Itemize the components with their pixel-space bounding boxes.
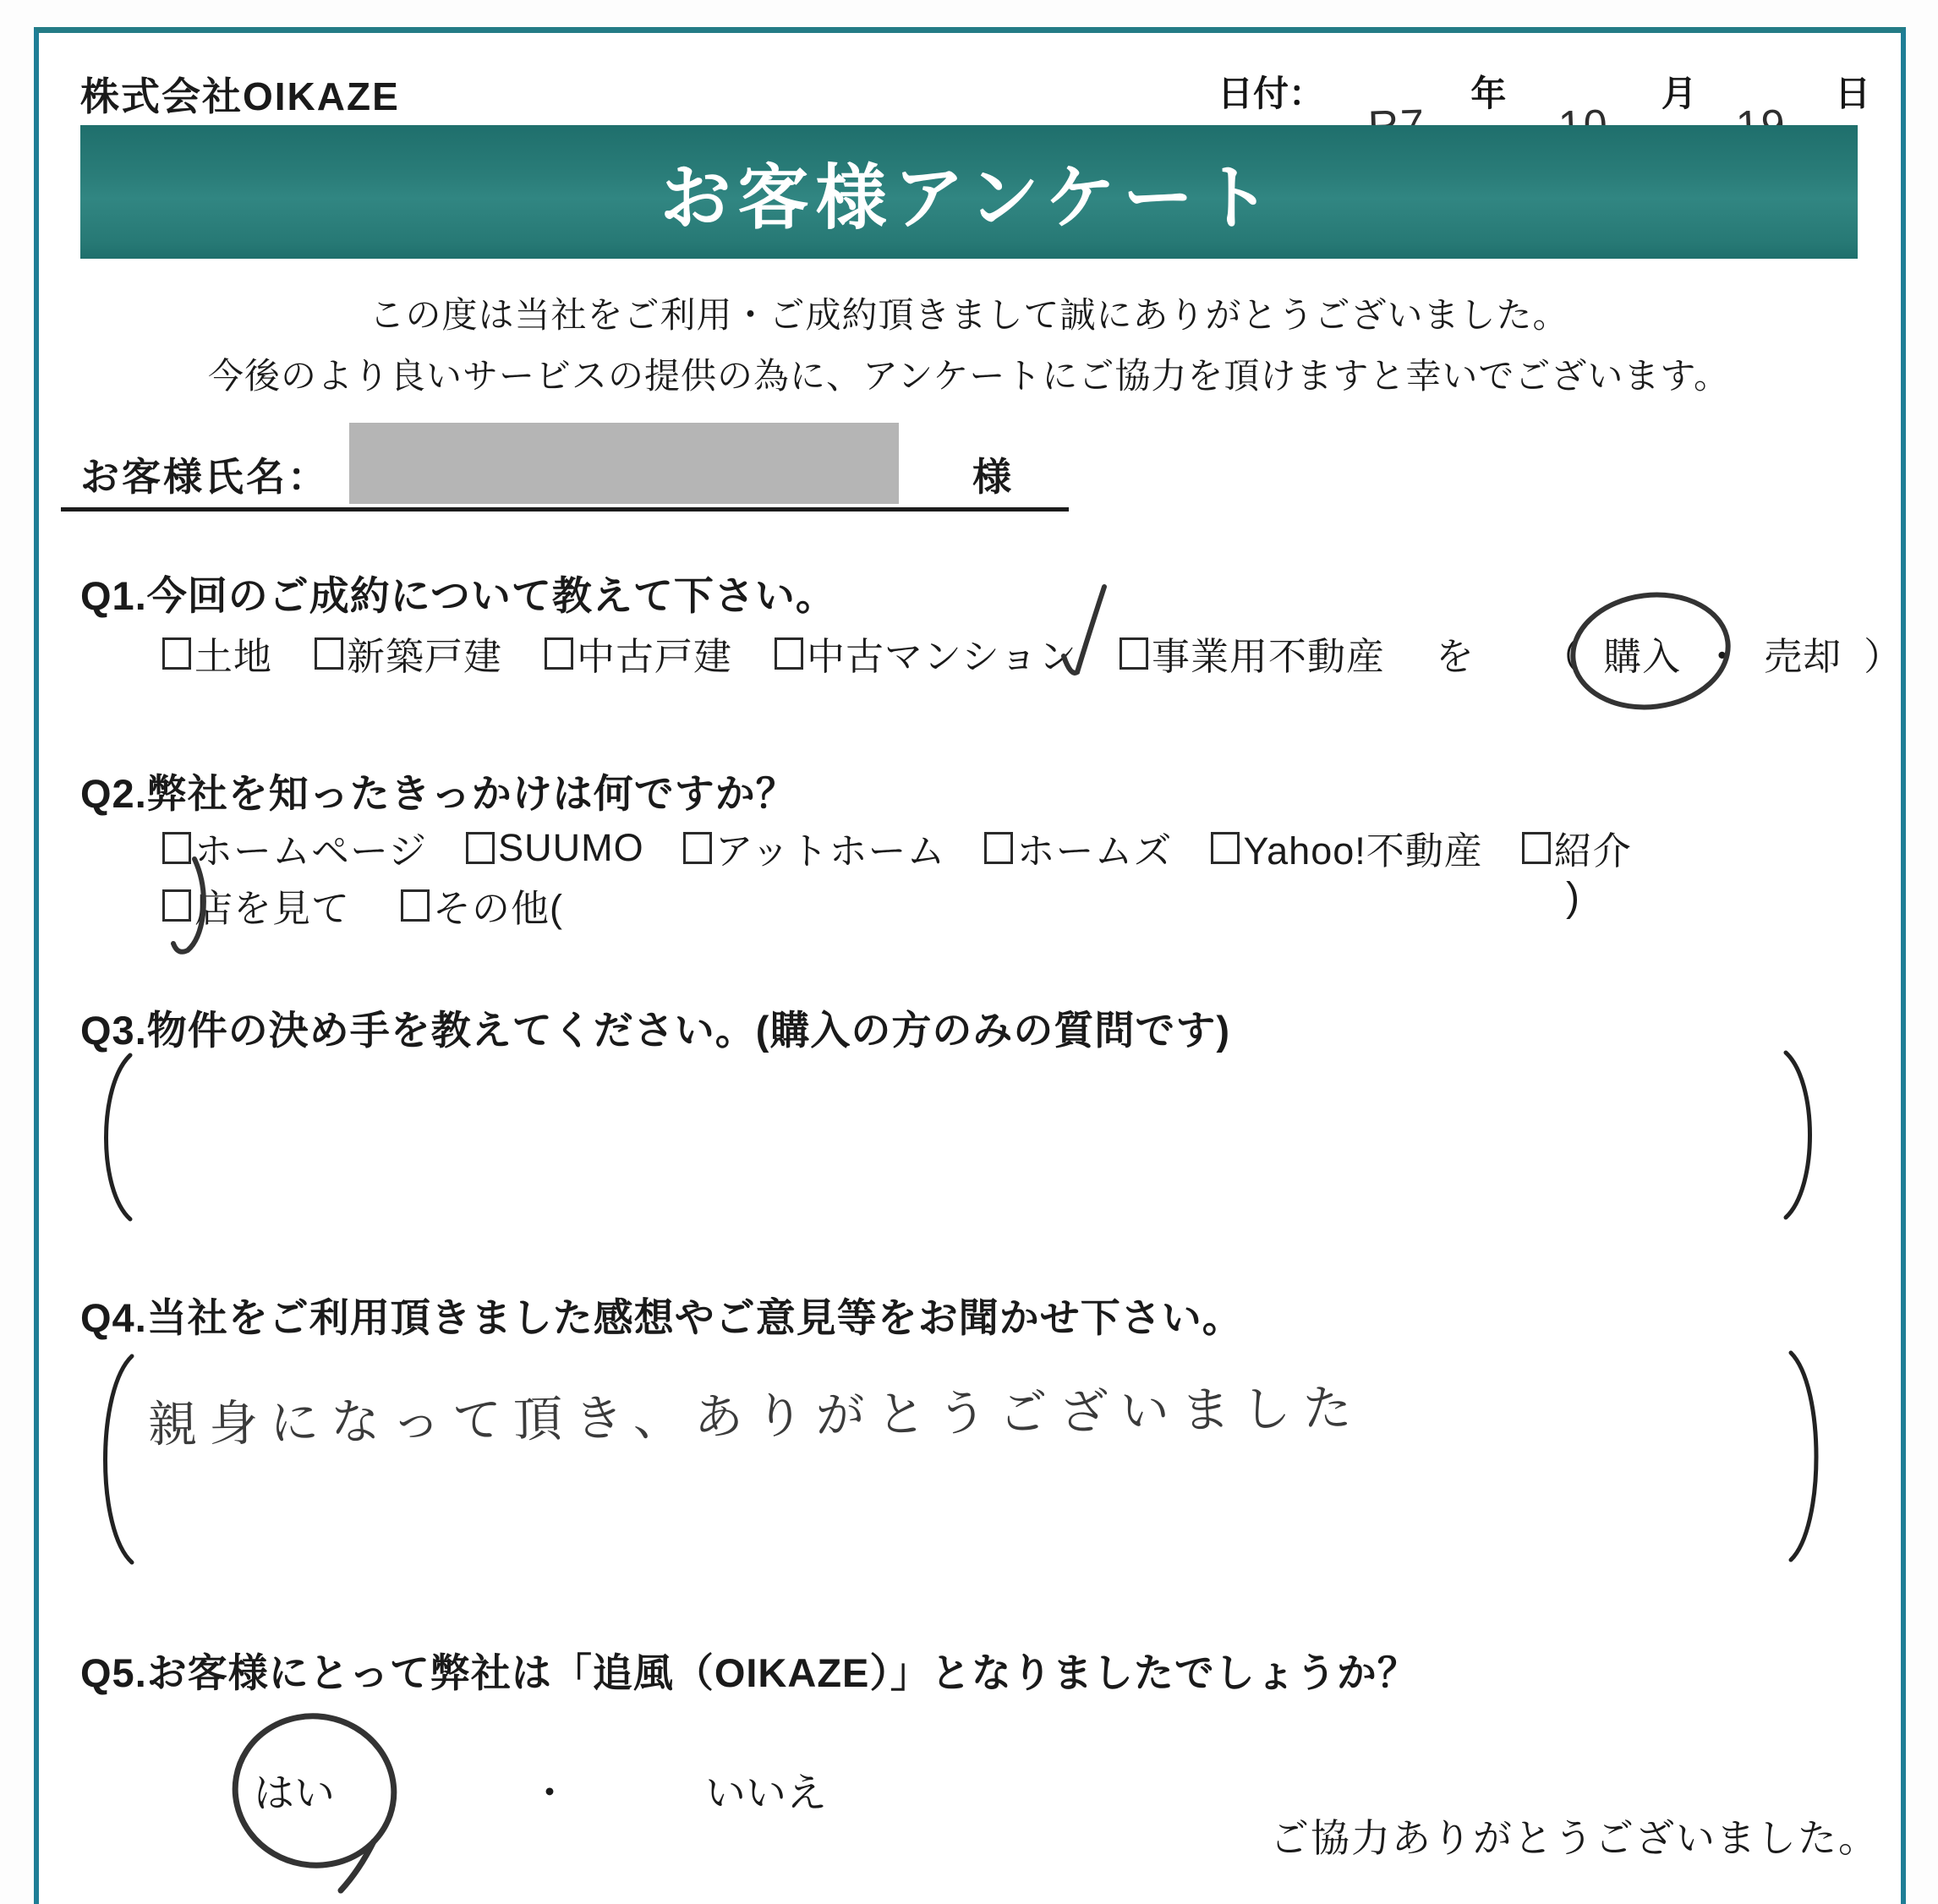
- q1-option-tochi[interactable]: [162, 626, 272, 681]
- q1-options-row: [162, 626, 1902, 681]
- q1-label-chuko-kodate: 中古戸建: [577, 635, 733, 678]
- company-name: 株式会社OIKAZE: [80, 74, 400, 118]
- q2-option-yahoo[interactable]: [1211, 820, 1482, 875]
- q2-checkbox-suumo[interactable]: [466, 832, 495, 864]
- page-title: お客様アンケート: [660, 157, 1278, 238]
- q1-checkbox-jigyoyo-checked[interactable]: [1120, 637, 1148, 670]
- q1-checkbox-tochi[interactable]: [162, 637, 191, 670]
- q2-checkbox-homepage[interactable]: [162, 832, 191, 864]
- q2-close-paren: ): [1566, 875, 1579, 920]
- date-label: 日付：: [1218, 74, 1325, 113]
- date-row: [1218, 66, 1870, 117]
- date-month-label: 月: [1661, 74, 1697, 113]
- q5-answer-row: [254, 1760, 827, 1819]
- q1-title: Q1.今回のご成約について教えて下さい。: [80, 573, 836, 618]
- q1-checkbox-chuko-kodate[interactable]: [545, 637, 573, 670]
- q2-option-athome[interactable]: [683, 820, 946, 875]
- q1-option-sale[interactable]: 売却: [1764, 635, 1842, 678]
- q2-option-homepage[interactable]: [162, 820, 427, 875]
- q1-paren-close: ）: [1864, 635, 1903, 678]
- q1-option-chuko-kodate[interactable]: [545, 626, 732, 681]
- q5-separator: ・: [529, 1771, 571, 1816]
- q2-options-row-2: [162, 878, 563, 933]
- q5-option-no[interactable]: いいえ: [705, 1771, 828, 1816]
- q2-label-suumo: SUUMO: [498, 825, 644, 869]
- date-day-label: 日: [1835, 74, 1871, 113]
- q2-checkbox-mise-checked[interactable]: [162, 889, 191, 922]
- title-banner: [80, 125, 1858, 259]
- customer-name-label: お客様氏名：: [80, 455, 329, 499]
- q4-title: Q4.当社をご利用頂きました感想やご意見等をお聞かせ下さい。: [80, 1295, 1243, 1340]
- name-underline: [61, 507, 1069, 512]
- customer-name-suffix: 様: [972, 455, 1011, 499]
- q2-option-shokai[interactable]: [1522, 820, 1632, 875]
- q2-label-homepage: ホームページ: [194, 829, 428, 873]
- q4-answer-handwritten: 親身になって頂き、ありがとうございました: [147, 1380, 1365, 1453]
- q2-option-sonota[interactable]: [401, 878, 563, 933]
- intro-line-2: 今後のより良いサービスの提供の為に、アンケートにご協力を頂けますと幸いでございます。: [207, 356, 1731, 396]
- q1-option-chuko-mansion[interactable]: [775, 626, 1077, 681]
- q1-option-jigyoyo[interactable]: [1120, 626, 1385, 681]
- q1-paren-open: （: [1542, 635, 1582, 678]
- q1-label-shinchiku: 新築戸建: [347, 635, 503, 678]
- q1-checkbox-shinchiku[interactable]: [315, 637, 343, 670]
- q2-checkbox-yahoo[interactable]: [1211, 832, 1240, 864]
- q2-label-homes: ホームズ: [1016, 829, 1173, 873]
- q1-label-tochi: 土地: [194, 635, 273, 678]
- q1-label-chuko-mansion: 中古マンション: [807, 635, 1078, 678]
- q2-label-sonota: その他(: [433, 887, 564, 930]
- q2-options-row-1: [162, 820, 1632, 875]
- q2-label-mise: 店を見て: [194, 887, 351, 930]
- q1-label-jigyoyo: 事業用不動産: [1152, 635, 1386, 678]
- q2-checkbox-homes[interactable]: [984, 832, 1013, 864]
- q2-option-homes[interactable]: [984, 820, 1172, 875]
- date-year-label: 年: [1470, 74, 1507, 113]
- thanks-note: ご協力ありがとうございました。: [1270, 1816, 1879, 1860]
- q1-separator: ・: [1703, 635, 1743, 678]
- q2-label-shokai: 紹介: [1553, 829, 1632, 873]
- q2-checkbox-athome[interactable]: [683, 832, 712, 864]
- customer-name-field-redacted[interactable]: [349, 423, 899, 504]
- q5-option-yes[interactable]: はい: [254, 1771, 336, 1816]
- q2-option-suumo[interactable]: [466, 826, 644, 870]
- q3-answer-area[interactable]: [135, 1053, 1784, 1222]
- q1-purchase-sale-group: [1542, 626, 1902, 681]
- q2-checkbox-sonota[interactable]: [401, 889, 430, 922]
- q2-label-athome: アットホーム: [714, 829, 946, 873]
- q1-option-purchase[interactable]: 購入: [1603, 635, 1682, 678]
- q2-label-yahoo: Yahoo!不動産: [1243, 829, 1483, 873]
- q3-title: Q3.物件の決め手を教えてください。(購入の方のみの質問です): [80, 1008, 1231, 1053]
- q1-particle: を: [1436, 635, 1475, 678]
- q1-option-shinchiku[interactable]: [315, 626, 502, 681]
- q2-checkbox-shokai[interactable]: [1522, 832, 1551, 864]
- q2-title: Q2.弊社を知ったきっかけは何ですか？: [80, 771, 797, 816]
- q1-checkbox-chuko-mansion[interactable]: [775, 637, 803, 670]
- intro-line-1: この度は当社をご利用・ご成約頂きまして誠にありがとうございました。: [369, 295, 1569, 335]
- q5-title: Q5.お客様にとって弊社は「追風（OIKAZE）」となりましたでしょうか？: [80, 1650, 1418, 1695]
- q2-option-mise[interactable]: [162, 878, 350, 933]
